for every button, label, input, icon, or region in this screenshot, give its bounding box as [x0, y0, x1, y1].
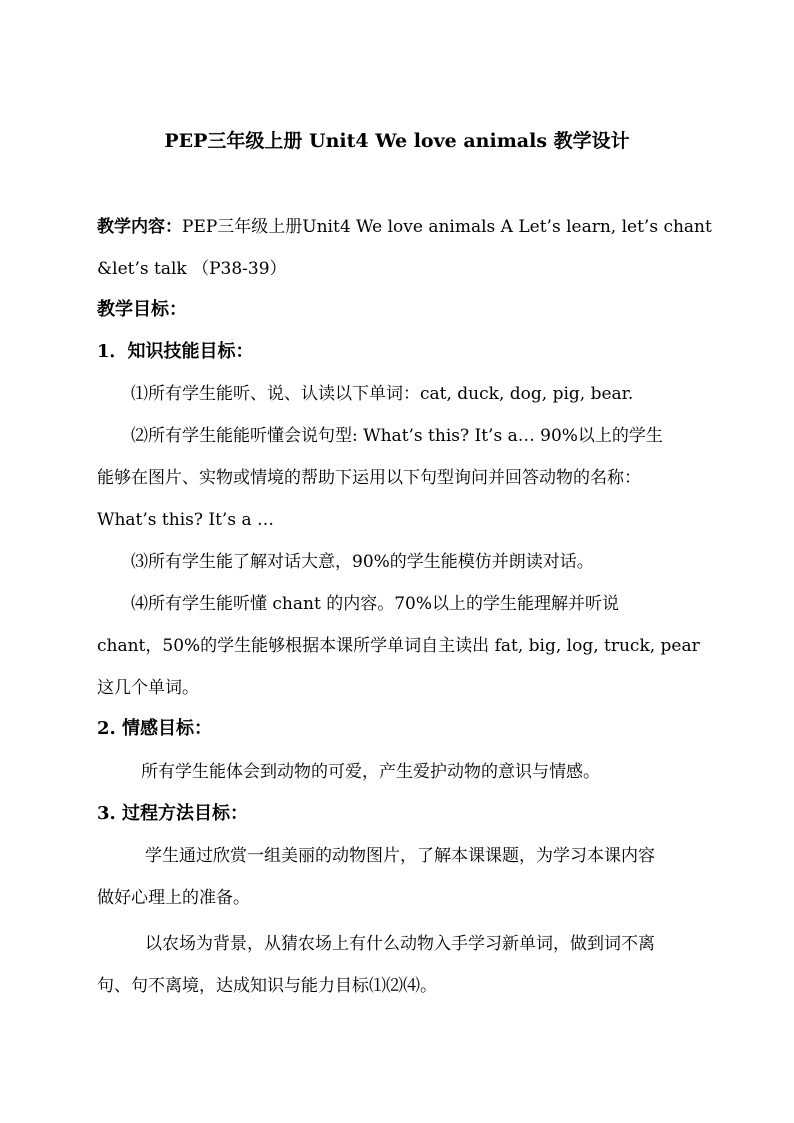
content-label: 教学内容： [97, 217, 182, 237]
section1-heading: 1．知识技能目标： [97, 341, 254, 362]
section1-item4-line3: 这几个单词。 [97, 678, 199, 698]
objectives-heading: 教学目标： [97, 299, 187, 320]
content-text-1: PEP三年级上册Unit4 We love animals A Let’s learn, let’s chant [182, 217, 712, 237]
section3-heading: 3. 过程方法目标： [97, 803, 249, 824]
section1-item3: ⑶所有学生能了解对话大意，90%的学生能模仿并朗读对话。 [131, 552, 594, 572]
section3-para2-line2: 句、句不离境，达成知识与能力目标⑴⑵⑷。 [97, 976, 437, 996]
content-line-1 [97, 216, 712, 238]
section1-item4-line1: ⑷所有学生能听懂 chant 的内容。70%以上的学生能理解并听说 [131, 594, 619, 614]
section3-para1-line2: 做好心理上的准备。 [97, 888, 250, 908]
section1-item4-line2: chant，50%的学生能够根据本课所学单词自主读出 fat, big, log, truck, pear [97, 636, 700, 656]
section1-item2-line2: 能够在图片、实物或情境的帮助下运用以下句型询问并回答动物的名称： [97, 468, 641, 488]
section1-item2-line1: ⑵所有学生能能听懂会说句型: What’s this? It’s a… 90%以上的学生 [131, 426, 663, 446]
content-text-2: &let’s talk （P38-39） [97, 259, 287, 279]
section1-item2-line3: What’s this? It’s a … [97, 510, 274, 530]
section1-item1: ⑴所有学生能听、说、认读以下单词：cat, duck, dog, pig, bear. [131, 384, 634, 404]
section3-para2-line1: 以农场为背景，从猜农场上有什么动物入手学习新单词，做到词不离 [145, 934, 655, 954]
section3-para1-line1: 学生通过欣赏一组美丽的动物图片，了解本课课题，为学习本课内容 [145, 846, 655, 866]
document-title: PEP三年级上册 Unit4 We love animals 教学设计 [164, 130, 630, 152]
section2-heading: 2. 情感目标： [97, 718, 213, 739]
section2-text: 所有学生能体会到动物的可爱，产生爱护动物的意识与情感。 [141, 762, 600, 782]
